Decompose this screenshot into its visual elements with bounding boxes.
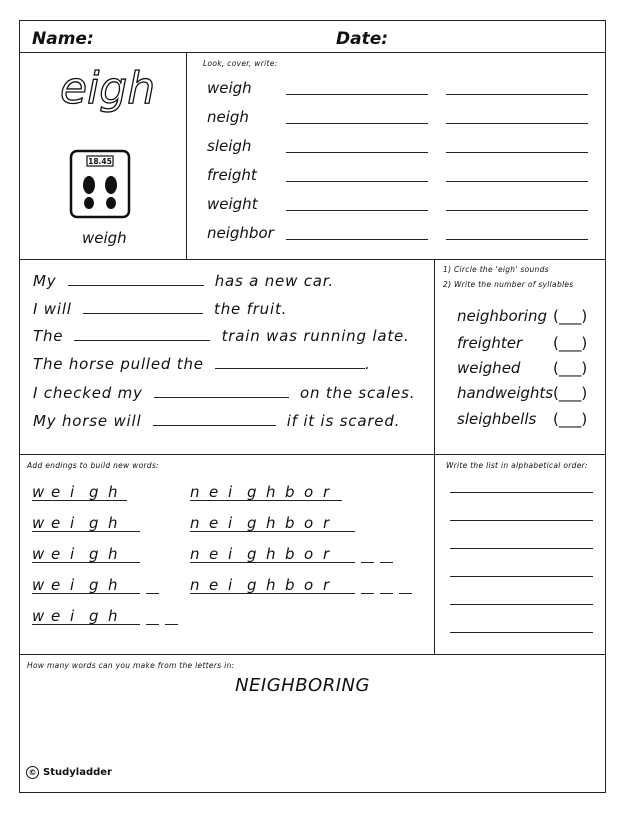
divider bbox=[186, 52, 187, 259]
footer-brand bbox=[26, 766, 112, 779]
lcw-word-6: neighbor bbox=[207, 224, 274, 242]
traced-letter: e bbox=[51, 515, 70, 532]
syllable-answer-box[interactable]: (___) bbox=[553, 359, 588, 377]
look-cover-write-instruction: Look, cover, write: bbox=[203, 59, 278, 68]
traced-letter: w bbox=[32, 608, 51, 625]
ending-blank[interactable] bbox=[146, 608, 159, 625]
ending-blank[interactable] bbox=[127, 577, 140, 594]
writing-line[interactable] bbox=[450, 520, 593, 521]
weigh-row-4 bbox=[32, 576, 165, 594]
ending-blank[interactable] bbox=[146, 577, 159, 594]
syllable-word-2: freighter bbox=[457, 334, 523, 352]
ending-blank[interactable] bbox=[165, 608, 178, 625]
traced-letter: e bbox=[209, 546, 228, 563]
traced-letter: b bbox=[285, 577, 304, 594]
traced-letter: r bbox=[323, 515, 342, 532]
traced-letter: n bbox=[190, 515, 209, 532]
date-label: Date: bbox=[336, 29, 389, 49]
syllable-word-3: weighed bbox=[457, 359, 521, 377]
weigh-row-5 bbox=[32, 607, 184, 625]
traced-letter: h bbox=[108, 608, 127, 625]
ending-blank[interactable] bbox=[361, 577, 374, 594]
traced-letter: o bbox=[304, 577, 323, 594]
writing-line[interactable] bbox=[286, 181, 428, 182]
writing-line[interactable] bbox=[446, 94, 588, 95]
writing-line[interactable] bbox=[450, 604, 593, 605]
answer-blank[interactable] bbox=[74, 326, 210, 341]
writing-line[interactable] bbox=[286, 123, 428, 124]
divider bbox=[20, 52, 605, 53]
writing-line[interactable] bbox=[286, 239, 428, 240]
writing-line[interactable] bbox=[446, 239, 588, 240]
sentence-start: The bbox=[33, 327, 64, 345]
sentence-end: . bbox=[364, 355, 371, 373]
scale-icon bbox=[68, 148, 132, 220]
traced-letter: e bbox=[209, 515, 228, 532]
traced-letter: i bbox=[70, 608, 89, 625]
traced-letter: g bbox=[89, 515, 108, 532]
sentence-start: I will bbox=[33, 300, 72, 318]
traced-letter: h bbox=[266, 577, 285, 594]
sentence-3 bbox=[33, 326, 410, 345]
sentence-2 bbox=[33, 299, 287, 318]
answer-blank[interactable] bbox=[154, 383, 289, 398]
traced-letter: b bbox=[285, 515, 304, 532]
writing-line[interactable] bbox=[450, 576, 593, 577]
writing-line[interactable] bbox=[446, 152, 588, 153]
ending-blank[interactable] bbox=[399, 577, 412, 594]
writing-line[interactable] bbox=[446, 181, 588, 182]
lcw-word-2: neigh bbox=[207, 108, 249, 126]
traced-letter: n bbox=[190, 546, 209, 563]
traced-letter: n bbox=[190, 484, 209, 501]
traced-letter: g bbox=[247, 484, 266, 501]
neighbor-row-3 bbox=[190, 545, 399, 563]
alphabetical-instruction: Write the list in alphabetical order: bbox=[446, 461, 588, 470]
weigh-row-2 bbox=[32, 514, 146, 532]
neighbor-row-1 bbox=[190, 483, 342, 501]
sentence-end: train was running late. bbox=[221, 327, 410, 345]
pattern-text: eigh bbox=[60, 63, 156, 114]
syllable-word-4: handweights bbox=[457, 384, 554, 402]
writing-line[interactable] bbox=[450, 632, 593, 633]
divider bbox=[20, 259, 605, 260]
writing-line[interactable] bbox=[450, 548, 593, 549]
lcw-word-4: freight bbox=[207, 166, 257, 184]
traced-letter: w bbox=[32, 577, 51, 594]
traced-letter: i bbox=[70, 515, 89, 532]
ending-blank[interactable] bbox=[342, 577, 355, 594]
traced-letter: e bbox=[51, 577, 70, 594]
ending-blank[interactable] bbox=[380, 577, 393, 594]
sentence-start: My horse will bbox=[33, 412, 142, 430]
traced-letter: g bbox=[89, 484, 108, 501]
syllable-instruction-1: 1) Circle the 'eigh' sounds bbox=[443, 265, 549, 274]
answer-blank[interactable] bbox=[153, 411, 276, 426]
ending-blank[interactable] bbox=[342, 515, 355, 532]
traced-letter: h bbox=[108, 577, 127, 594]
traced-letter: r bbox=[323, 577, 342, 594]
neighbor-row-4 bbox=[190, 576, 418, 594]
traced-letter: e bbox=[209, 484, 228, 501]
traced-letter: h bbox=[266, 546, 285, 563]
traced-letter: h bbox=[266, 515, 285, 532]
traced-letter: h bbox=[266, 484, 285, 501]
endings-instruction: Add endings to build new words: bbox=[27, 461, 159, 470]
traced-letter: g bbox=[247, 515, 266, 532]
writing-line[interactable] bbox=[286, 152, 428, 153]
syllable-answer-box[interactable]: (___) bbox=[553, 334, 588, 352]
traced-letter: i bbox=[228, 515, 247, 532]
divider bbox=[434, 259, 435, 654]
sentence-end: has a new car. bbox=[214, 272, 334, 290]
divider bbox=[20, 654, 605, 655]
name-label: Name: bbox=[32, 29, 94, 49]
traced-letter: e bbox=[51, 608, 70, 625]
traced-letter: b bbox=[285, 484, 304, 501]
traced-letter: g bbox=[89, 577, 108, 594]
syllable-answer-box[interactable]: (___) bbox=[553, 384, 588, 402]
ending-blank[interactable] bbox=[127, 546, 140, 563]
ending-blank[interactable] bbox=[380, 546, 393, 563]
writing-line[interactable] bbox=[286, 94, 428, 95]
sentence-start: My bbox=[33, 272, 57, 290]
traced-letter: r bbox=[323, 546, 342, 563]
sentence-end: on the scales. bbox=[300, 384, 416, 402]
eigh-outline-heading bbox=[56, 57, 156, 117]
traced-letter: o bbox=[304, 484, 323, 501]
traced-letter: i bbox=[228, 546, 247, 563]
copyright-icon: © bbox=[26, 766, 39, 779]
traced-letter: i bbox=[70, 484, 89, 501]
sentence-6 bbox=[33, 411, 400, 430]
ending-blank[interactable] bbox=[127, 608, 140, 625]
lcw-word-5: weight bbox=[207, 195, 258, 213]
traced-letter: h bbox=[108, 484, 127, 501]
traced-letter: n bbox=[190, 577, 209, 594]
traced-letter: o bbox=[304, 546, 323, 563]
writing-line[interactable] bbox=[450, 492, 593, 493]
target-word: NEIGHBORING bbox=[235, 675, 370, 696]
traced-letter: w bbox=[32, 546, 51, 563]
sentence-end: the fruit. bbox=[214, 300, 288, 318]
lcw-word-3: sleigh bbox=[207, 137, 252, 155]
sentence-end: if it is scared. bbox=[286, 412, 401, 430]
traced-letter: b bbox=[285, 546, 304, 563]
traced-letter: h bbox=[108, 515, 127, 532]
writing-line[interactable] bbox=[286, 210, 428, 211]
traced-letter: g bbox=[89, 546, 108, 563]
traced-letter: w bbox=[32, 484, 51, 501]
scale-reading: 18.45 bbox=[88, 157, 112, 166]
traced-letter: r bbox=[323, 484, 342, 501]
brand-name: Studyladder bbox=[43, 767, 112, 778]
writing-line[interactable] bbox=[446, 123, 588, 124]
traced-letter: g bbox=[247, 546, 266, 563]
traced-letter: h bbox=[108, 546, 127, 563]
syllable-word-1: neighboring bbox=[457, 307, 547, 325]
weigh-row-3 bbox=[32, 545, 146, 563]
traced-letter: o bbox=[304, 515, 323, 532]
traced-letter: i bbox=[228, 484, 247, 501]
traced-letter: i bbox=[228, 577, 247, 594]
traced-letter: i bbox=[70, 577, 89, 594]
sentence-start: The horse pulled the bbox=[33, 355, 204, 373]
syllable-answer-box[interactable]: (___) bbox=[553, 410, 588, 428]
neighbor-row-2 bbox=[190, 514, 361, 532]
sentence-1 bbox=[33, 271, 334, 290]
sentence-4 bbox=[33, 354, 371, 373]
syllable-word-5: sleighbells bbox=[457, 410, 537, 428]
picture-word: weigh bbox=[82, 229, 127, 247]
writing-line[interactable] bbox=[446, 210, 588, 211]
lcw-word-1: weigh bbox=[207, 79, 252, 97]
ending-blank[interactable] bbox=[127, 515, 140, 532]
traced-letter: i bbox=[70, 546, 89, 563]
worksheet bbox=[19, 20, 606, 793]
syllable-answer-box[interactable]: (___) bbox=[553, 307, 588, 325]
traced-letter: g bbox=[89, 608, 108, 625]
syllable-instruction-2: 2) Write the number of syllables bbox=[443, 280, 574, 289]
traced-letter: e bbox=[51, 484, 70, 501]
answer-blank[interactable] bbox=[83, 299, 203, 314]
word-make-instruction: How many words can you make from the letters in: bbox=[27, 661, 235, 670]
traced-letter: e bbox=[51, 546, 70, 563]
answer-blank[interactable] bbox=[68, 271, 204, 286]
sentence-5 bbox=[33, 383, 415, 402]
sentence-start: I checked my bbox=[33, 384, 143, 402]
traced-letter: w bbox=[32, 515, 51, 532]
weigh-row-1 bbox=[32, 483, 127, 501]
ending-blank[interactable] bbox=[342, 546, 355, 563]
ending-blank[interactable] bbox=[361, 546, 374, 563]
answer-blank[interactable] bbox=[215, 354, 365, 369]
divider bbox=[20, 454, 605, 455]
traced-letter: g bbox=[247, 577, 266, 594]
traced-letter: e bbox=[209, 577, 228, 594]
